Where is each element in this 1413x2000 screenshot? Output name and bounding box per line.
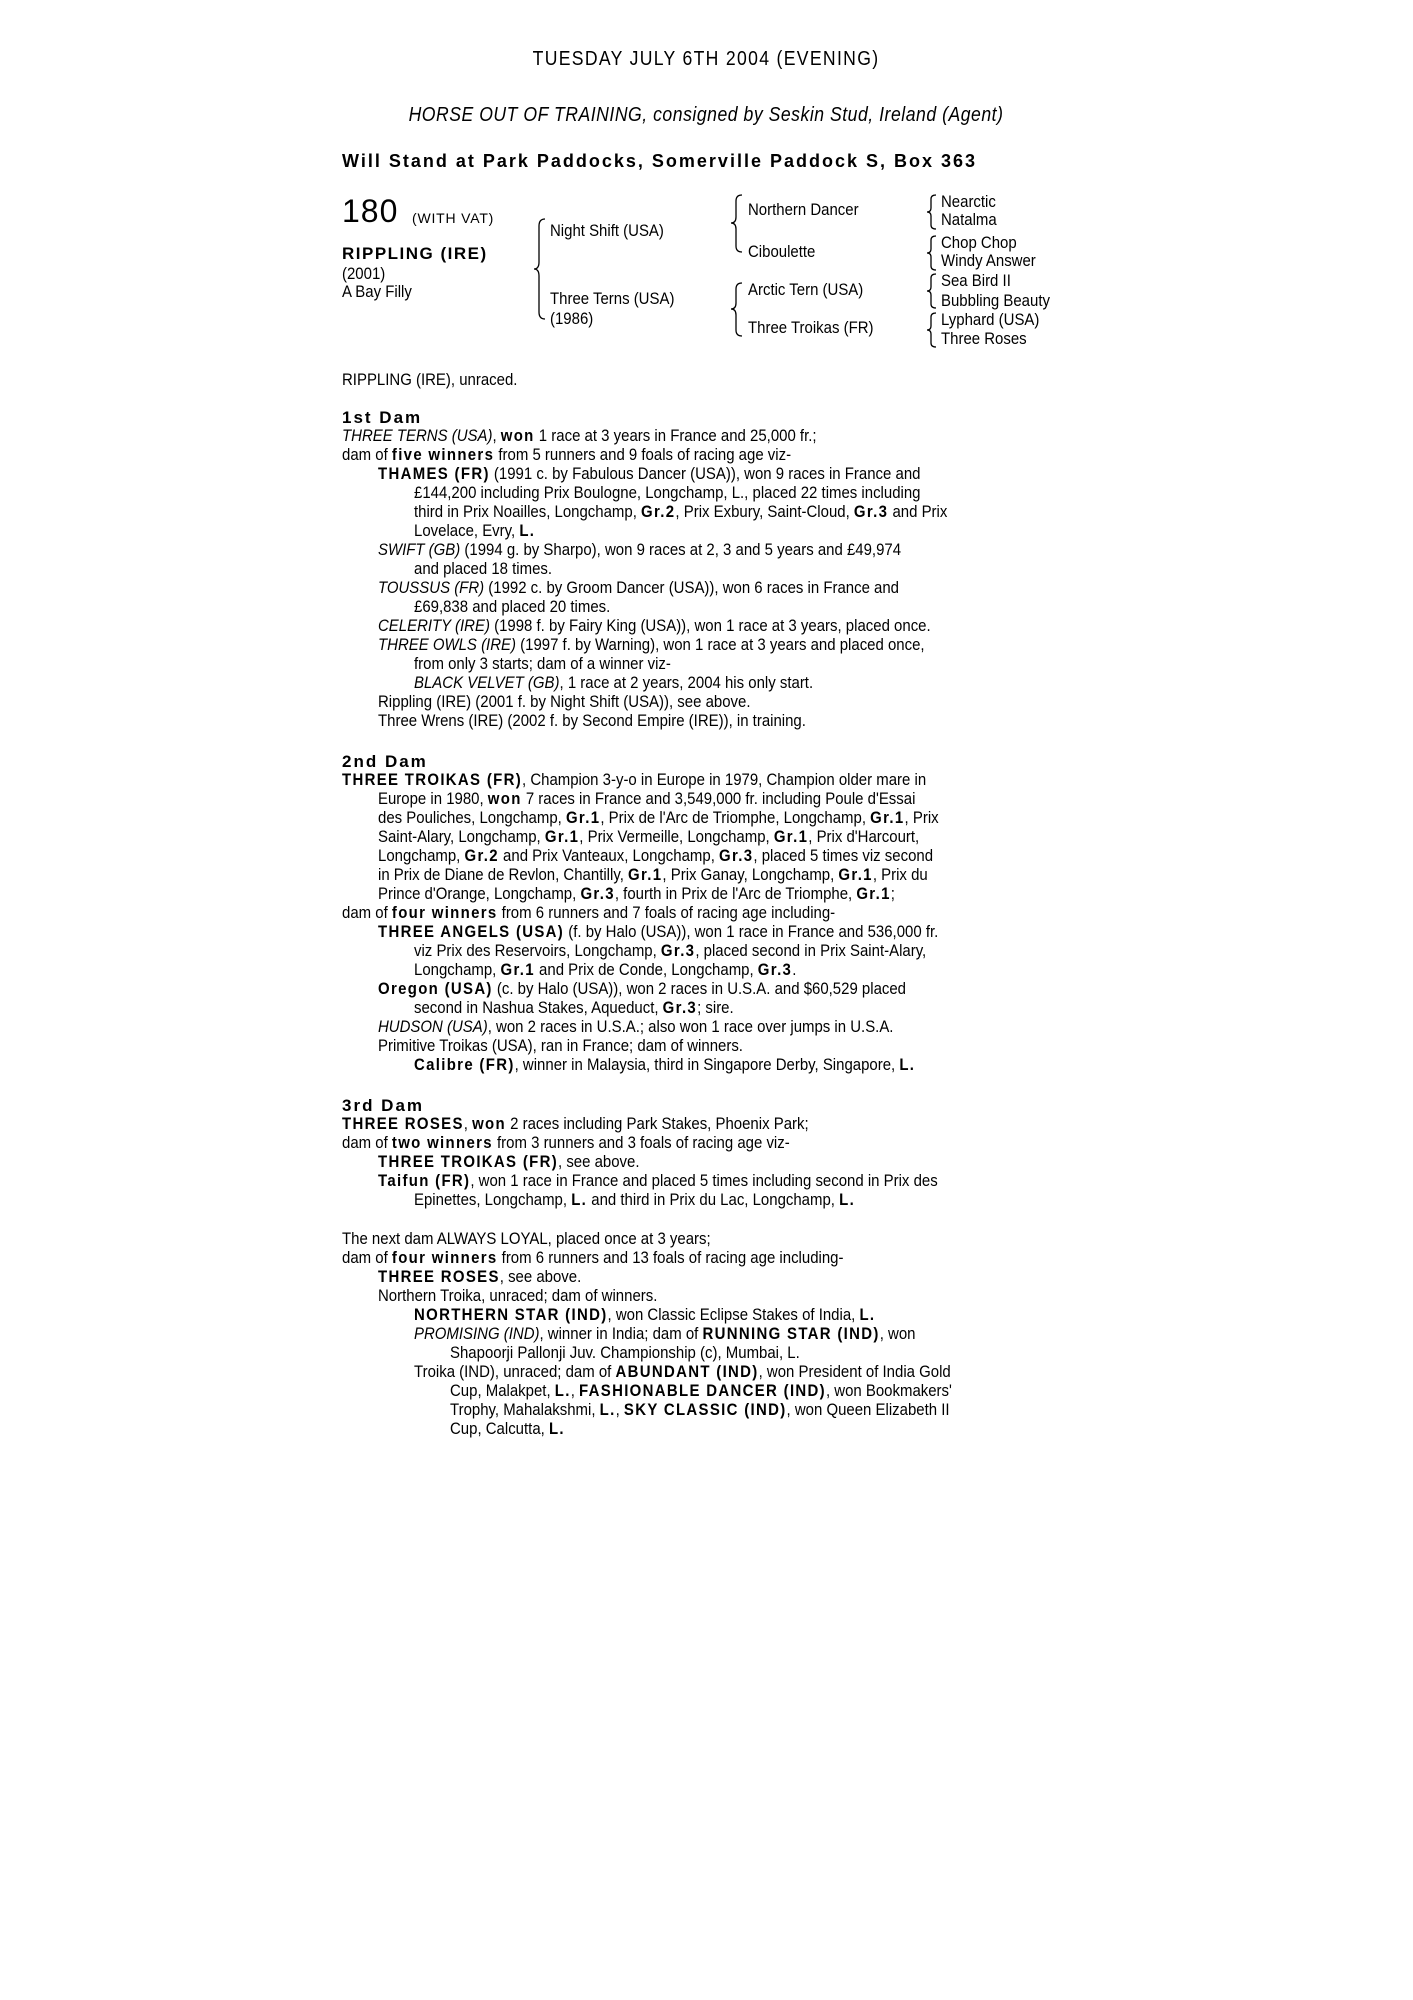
unraced-summary-text: RIPPLING (IRE), unraced. (342, 370, 518, 389)
pedigree-g6 (941, 292, 1065, 310)
second-dam-line (414, 941, 996, 960)
pedigree-dam-dam-text: Three Troikas (FR) (748, 318, 874, 337)
text: (1992 c. by Groom Dancer (USA)), won 6 races in France and (484, 578, 900, 597)
text: (c. by Halo (USA)), won 2 races in U.S.A. and $60,529 placed (492, 979, 907, 998)
first-dam-line (378, 711, 864, 730)
sale-date-text: TUESDAY JULY 6TH 2004 (EVENING) (533, 48, 880, 70)
second-dam-line (378, 865, 1003, 884)
pedigree-dam-year-text: (1986) (550, 309, 594, 328)
third-dam-line (378, 1152, 675, 1171)
grade: Gr.1 (544, 827, 580, 846)
text: , Champion 3-y-o in Europe in 1979, Champion older mare in (522, 770, 927, 789)
location-text: Will Stand at Park Paddocks, Somerville Paddock S, Box 363 (342, 151, 978, 171)
pedigree-g7-text: Lyphard (USA) (941, 310, 1040, 329)
text: , (615, 1400, 624, 1419)
text: and Prix Vanteaux, Longchamp, (498, 846, 720, 865)
second-dam-line (378, 827, 993, 846)
text: Europe in 1980, (378, 789, 488, 808)
dam-name: THREE ROSES (342, 1114, 464, 1133)
grade: Gr.3 (853, 502, 889, 521)
text: Trophy, Mahalakshmi, (450, 1400, 600, 1419)
text: (1998 f. by Fairy King (USA)), won 1 race at 3 years, placed once. (489, 616, 931, 635)
grade: L. (554, 1381, 571, 1400)
text: and Prix (888, 502, 948, 521)
text: from 6 runners and 13 foals of racing age including- (497, 1248, 844, 1267)
text: Rippling (IRE) (2001 f. by Night Shift (USA)), see above. (378, 692, 751, 711)
pedigree-g8-text: Three Roses (941, 329, 1027, 348)
text: 7 races in France and 3,549,000 fr. including Poule d'Essai (521, 789, 916, 808)
text: dam of (342, 445, 392, 464)
text: , (492, 426, 501, 445)
grade: L. (839, 1190, 856, 1209)
text: , placed 5 times viz second (753, 846, 934, 865)
progeny-name: THREE ANGELS (USA) (378, 922, 565, 941)
grade: Gr.1 (870, 808, 905, 827)
progeny-name: THREE TROIKAS (FR) (378, 1152, 559, 1171)
text: . (792, 960, 797, 979)
horse-year (342, 264, 391, 284)
sale-date (0, 48, 1413, 71)
next-dam-line (378, 1286, 695, 1305)
pedigree-g6-text: Bubbling Beauty (941, 291, 1050, 310)
grade: Gr.2 (641, 502, 676, 521)
first-dam-line (342, 445, 852, 464)
progeny-name: HUDSON (USA) (378, 1017, 488, 1036)
pedigree-g3 (941, 234, 1027, 252)
pedigree-g2 (941, 211, 1004, 229)
grade: L. (571, 1190, 588, 1209)
next-dam-line (414, 1362, 1024, 1381)
text: 1 race at 3 years in France and 25,000 fr.; (534, 426, 817, 445)
next-dam-line (342, 1248, 912, 1267)
progeny-name: THREE OWLS (IRE) (378, 635, 516, 654)
grade: Gr.1 (565, 808, 601, 827)
pedigree-sire-dam (748, 243, 825, 261)
text: , winner in Malaysia, third in Singapore Derby, Singapore, (514, 1055, 900, 1074)
lot-number: 180 (342, 193, 399, 229)
text: , won Bookmakers' (825, 1381, 952, 1400)
text: dam of (342, 1248, 392, 1267)
grade: Gr.1 (773, 827, 809, 846)
pedigree-g1-text: Nearctic (941, 192, 996, 211)
ggen-brace-1 (926, 194, 938, 230)
unraced-summary (342, 370, 541, 390)
winners-count: two winners (391, 1133, 493, 1152)
text: second in Nashua Stakes, Aqueduct, (414, 998, 663, 1017)
progeny-name: Oregon (USA) (378, 979, 493, 998)
text: , see above. (558, 1152, 640, 1171)
horse-year-text: (2001) (342, 264, 386, 283)
pedigree-dam-year (550, 310, 599, 328)
pedigree-g5 (941, 272, 1020, 290)
text: , Prix Vermeille, Longchamp, (579, 827, 774, 846)
text: , Prix du (872, 865, 928, 884)
next-dam-line (414, 1305, 938, 1324)
second-dam-line (378, 1036, 793, 1055)
second-dam-line (342, 770, 1006, 789)
text: Prince d'Orange, Longchamp, (378, 884, 581, 903)
text: , see above. (499, 1267, 582, 1286)
first-dam-line (342, 426, 881, 445)
third-dam-line (342, 1114, 872, 1133)
pedigree-g3-text: Chop Chop (941, 233, 1017, 252)
first-dam-line (414, 597, 637, 616)
sire-line-brace (730, 194, 744, 254)
pedigree-dam-dam (748, 319, 891, 337)
first-dam-line (378, 464, 994, 483)
pedigree-sire-text: Night Shift (USA) (550, 221, 664, 240)
next-dam-line (450, 1419, 581, 1438)
next-dam-line (378, 1267, 609, 1286)
pedigree-sire-sire (748, 201, 874, 219)
winners-count: four winners (391, 1248, 498, 1267)
vat-note: (WITH VAT) (412, 210, 495, 226)
progeny-name: Calibre (FR) (414, 1055, 515, 1074)
grade: Gr.3 (719, 846, 754, 865)
horse-name: RIPPLING (IRE) (342, 244, 488, 263)
next-dam-line (414, 1324, 984, 1343)
text: Lovelace, Evry, (414, 521, 520, 540)
first-dam-line (414, 502, 1020, 521)
text: , won 1 race in France and placed 5 times including second in Prix des (470, 1171, 938, 1190)
next-dam-line (342, 1229, 761, 1248)
text: , Prix d'Harcourt, (808, 827, 920, 846)
text: Three Wrens (IRE) (2002 f. by Second Empire (IRE)), in training. (378, 711, 806, 730)
progeny-name: CELERITY (IRE) (378, 616, 490, 635)
progeny-name: PROMISING (IND) (414, 1324, 540, 1343)
second-dam-line (378, 1017, 964, 1036)
progeny-name: NORTHERN STAR (IND) (414, 1305, 608, 1324)
text: (1994 g. by Sharpo), won 9 races at 2, 3 and 5 years and £49,974 (460, 540, 902, 559)
pedigree-g8 (941, 330, 1038, 348)
text: , fourth in Prix de l'Arc de Triomphe, (614, 884, 857, 903)
ggen-brace-3 (926, 273, 938, 309)
dam-line-brace (730, 282, 744, 338)
text: Northern Troika, unraced; dam of winners. (378, 1286, 658, 1305)
progeny-name: BLACK VELVET (GB) (414, 673, 560, 692)
progeny-name: Taifun (FR) (378, 1171, 471, 1190)
pedigree-g7 (941, 311, 1053, 329)
pedigree-dam (550, 290, 691, 308)
text: ; (890, 884, 895, 903)
first-dam-line (414, 673, 868, 692)
grade: Gr.3 (757, 960, 793, 979)
second-dam-line (414, 1055, 984, 1074)
text: third in Prix Noailles, Longchamp, (414, 502, 642, 521)
text: , Prix Ganay, Longchamp, (662, 865, 839, 884)
next-dam-line (450, 1381, 1020, 1400)
text: , won President of India Gold (758, 1362, 951, 1381)
grade: Gr.3 (662, 998, 698, 1017)
text: Longchamp, (414, 960, 501, 979)
third-dam-heading: 3rd Dam (342, 1096, 425, 1115)
horse-description-text: A Bay Filly (342, 282, 412, 301)
text: and placed 18 times. (414, 559, 553, 578)
dam-name: THREE TROIKAS (FR) (342, 770, 523, 789)
second-dam-line (378, 922, 1015, 941)
third-dam-line (342, 1133, 851, 1152)
progeny-name: TOUSSUS (FR) (378, 578, 485, 597)
pedigree-dam-sire-text: Arctic Tern (USA) (748, 280, 864, 299)
pedigree-sire-dam-text: Ciboulette (748, 242, 816, 261)
progeny-name: SKY CLASSIC (IND) (623, 1400, 787, 1419)
grade: Gr.2 (464, 846, 499, 865)
second-dam-line (414, 960, 849, 979)
text: dam of (342, 903, 392, 922)
second-dam-line (378, 789, 989, 808)
pedigree-g5-text: Sea Bird II (941, 271, 1011, 290)
text: , Prix (904, 808, 939, 827)
pedigree-g1 (941, 193, 1003, 211)
text: , won 2 races in U.S.A.; also won 1 race over jumps in U.S.A. (487, 1017, 894, 1036)
text: (1991 c. by Fabulous Dancer (USA)), won 9 races in France and (489, 464, 921, 483)
text: , won Classic Eclipse Stakes of India, (607, 1305, 860, 1324)
won-text: won (472, 1114, 506, 1133)
text: from 3 runners and 3 foals of racing age viz- (492, 1133, 790, 1152)
text: , Prix de l'Arc de Triomphe, Longchamp, (600, 808, 871, 827)
won-text: won (500, 426, 535, 445)
first-dam-line (378, 692, 801, 711)
first-dam-line (414, 521, 552, 540)
pedigree-dam-text: Three Terns (USA) (550, 289, 675, 308)
consignment-line (0, 104, 1413, 127)
text: Cup, Malakpet, (450, 1381, 555, 1400)
ggen-brace-4 (926, 312, 938, 348)
text: from 5 runners and 9 foals of racing age viz- (494, 445, 792, 464)
winners-count: five winners (391, 445, 495, 464)
pedigree-g2-text: Natalma (941, 210, 997, 229)
pedigree-dam-sire (748, 281, 879, 299)
text: and third in Prix du Lac, Longchamp, (587, 1190, 840, 1209)
text: , winner in India; dam of (539, 1324, 703, 1343)
progeny-name: FASHIONABLE DANCER (IND) (579, 1381, 826, 1400)
progeny-name: SWIFT (GB) (378, 540, 461, 559)
text: , Prix Exbury, Saint-Cloud, (675, 502, 854, 521)
first-dam-line (414, 654, 706, 673)
text: ; sire. (697, 998, 734, 1017)
grade: L. (859, 1305, 876, 1324)
second-dam-line (378, 808, 1015, 827)
grade: Gr.1 (500, 960, 535, 979)
progeny-name: RUNNING STAR (IND) (702, 1324, 880, 1343)
first-dam-line (378, 540, 972, 559)
grade: L. (548, 1419, 565, 1438)
text: Primitive Troikas (USA), ran in France; dam of winners. (378, 1036, 743, 1055)
third-dam-line (378, 1171, 1014, 1190)
text: , (570, 1381, 580, 1400)
third-dam-line (414, 1190, 915, 1209)
text: , (463, 1114, 473, 1133)
text: The next dam ALWAYS LOYAL, placed once at 3 years; (342, 1229, 711, 1248)
grade: Gr.1 (856, 884, 891, 903)
pedigree-g4 (941, 252, 1049, 270)
text: £69,838 and placed 20 times. (414, 597, 611, 616)
winners-count: four winners (391, 903, 498, 922)
text: £144,200 including Prix Boulogne, Longchamp, L., placed 22 times including (414, 483, 921, 502)
grade: L. (599, 1400, 616, 1419)
text: Shapoorji Pallonji Juv. Championship (c), Mumbai, L. (450, 1343, 800, 1362)
text: Cup, Calcutta, (450, 1419, 549, 1438)
text: , won (879, 1324, 916, 1343)
text: viz Prix des Reservoirs, Longchamp, (414, 941, 661, 960)
next-dam-line (450, 1400, 1018, 1419)
text: in Prix de Diane de Revlon, Chantilly, (378, 865, 629, 884)
second-dam-line (414, 998, 777, 1017)
first-dam-line (414, 559, 571, 578)
text: from 6 runners and 7 foals of racing age including- (497, 903, 836, 922)
progeny-name: THAMES (FR) (378, 464, 490, 483)
grade: L. (519, 521, 536, 540)
second-dam-heading: 2nd Dam (342, 752, 428, 771)
second-dam-line (378, 846, 1009, 865)
text: from only 3 starts; dam of a winner viz- (414, 654, 671, 673)
text: (1997 f. by Warning), won 1 race at 3 years and placed once, (515, 635, 925, 654)
first-dam-heading: 1st Dam (342, 408, 423, 427)
location-line (342, 151, 977, 172)
text: (f. by Halo (USA)), won 1 race in France and 536,000 fr. (564, 922, 939, 941)
text: dam of (342, 1133, 392, 1152)
text: , placed second in Prix Saint-Alary, (695, 941, 927, 960)
pedigree-sire-sire-text: Northern Dancer (748, 200, 859, 219)
text: , 1 race at 2 years, 2004 his only start. (559, 673, 814, 692)
text: Troika (IND), unraced; dam of (414, 1362, 616, 1381)
first-dam-line (378, 616, 1006, 635)
grade: L. (899, 1055, 916, 1074)
grade: Gr.3 (660, 941, 696, 960)
second-dam-line (378, 979, 978, 998)
sire-dam-brace (533, 218, 547, 320)
text: Longchamp, (378, 846, 465, 865)
first-dam-line (378, 578, 970, 597)
horse-description (342, 282, 421, 302)
progeny-name: THREE ROSES (378, 1267, 500, 1286)
grade: Gr.3 (580, 884, 615, 903)
next-dam-line (450, 1343, 847, 1362)
ggen-brace-2 (926, 235, 938, 271)
pedigree-sire (550, 222, 679, 240)
text: Saint-Alary, Longchamp, (378, 827, 545, 846)
text: des Pouliches, Longchamp, (378, 808, 566, 827)
progeny-name: ABUNDANT (IND) (615, 1362, 759, 1381)
second-dam-line (378, 884, 965, 903)
first-dam-line (414, 483, 990, 502)
second-dam-line (342, 903, 902, 922)
text: Epinettes, Longchamp, (414, 1190, 572, 1209)
text: , won Queen Elizabeth II (786, 1400, 950, 1419)
first-dam-line (378, 635, 999, 654)
text: 2 races including Park Stakes, Phoenix Park; (505, 1114, 809, 1133)
grade: Gr.1 (838, 865, 873, 884)
won-text: won (487, 789, 522, 808)
pedigree-g4-text: Windy Answer (941, 251, 1036, 270)
consignment-text: HORSE OUT OF TRAINING, consigned by Seskin Stud, Ireland (Agent) (409, 104, 1004, 126)
dam-name: THREE TERNS (USA) (342, 426, 493, 445)
text: and Prix de Conde, Longchamp, (534, 960, 758, 979)
grade: Gr.1 (628, 865, 663, 884)
